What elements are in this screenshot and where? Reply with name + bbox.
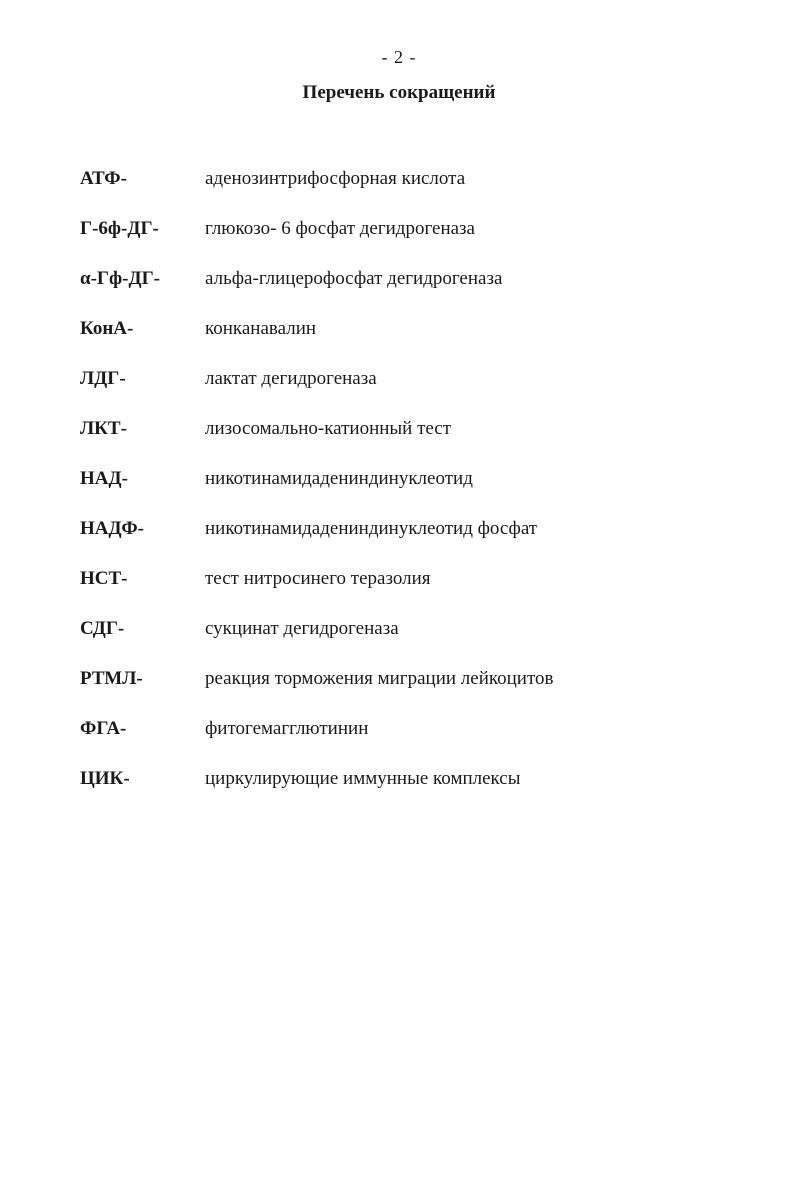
abbreviation-list	[80, 154, 720, 804]
abbreviation-term: ФГА-	[80, 718, 127, 739]
abbreviation-row	[80, 304, 720, 354]
abbreviation-definition: глюкозо- 6 фосфат дегидрогеназа	[205, 218, 475, 239]
abbreviation-row	[80, 604, 720, 654]
abbreviation-term: КонА-	[80, 318, 134, 339]
abbreviation-definition: конканавалин	[205, 318, 317, 339]
abbreviation-term: НАД-	[80, 468, 128, 489]
abbreviation-row	[80, 404, 720, 454]
abbreviation-row	[80, 554, 720, 604]
abbreviation-row	[80, 704, 720, 754]
abbreviation-term: НСТ-	[80, 568, 128, 589]
abbreviation-definition: фитогемагглютинин	[205, 718, 369, 739]
abbreviation-term: НАДФ-	[80, 518, 144, 539]
abbreviation-definition: аденозинтрифосфорная кислота	[205, 168, 466, 189]
abbreviation-row	[80, 454, 720, 504]
abbreviation-definition: никотинамидадениндинуклеотид	[205, 468, 473, 489]
abbreviation-definition: сукцинат дегидрогеназа	[205, 618, 399, 639]
abbreviation-definition: тест нитросинего теразолия	[205, 568, 431, 589]
abbreviation-term: РТМЛ-	[80, 668, 143, 689]
abbreviation-row	[80, 354, 720, 404]
abbreviation-row	[80, 204, 720, 254]
abbreviation-definition: лактат дегидрогеназа	[205, 368, 377, 389]
abbreviation-row	[80, 254, 720, 304]
abbreviation-row	[80, 654, 720, 704]
abbreviation-definition: лизосомально-катионный тест	[205, 418, 452, 439]
abbreviation-row	[80, 754, 720, 804]
abbreviation-term: Г-6ф-ДГ-	[80, 218, 159, 239]
abbreviation-term: α-Гф-ДГ-	[80, 268, 160, 289]
abbreviation-definition: никотинамидадениндинуклеотид фосфат	[205, 518, 538, 539]
page-number: - 2 -	[381, 47, 417, 67]
abbreviation-term: ЛКТ-	[80, 418, 127, 439]
abbreviation-definition: реакция торможения миграции лейкоцитов	[205, 668, 554, 689]
abbreviation-term: СДГ-	[80, 618, 125, 639]
abbreviation-definition: циркулирующие иммунные комплексы	[205, 768, 521, 789]
abbreviation-row	[80, 504, 720, 554]
page-title: Перечень сокращений	[302, 82, 496, 103]
abbreviation-term: ЛДГ-	[80, 368, 126, 389]
abbreviation-row	[80, 154, 720, 204]
abbreviation-term: ЦИК-	[80, 768, 130, 789]
abbreviation-definition: альфа-глицерофосфат дегидрогеназа	[205, 268, 503, 289]
abbreviation-term: АТФ-	[80, 168, 127, 189]
